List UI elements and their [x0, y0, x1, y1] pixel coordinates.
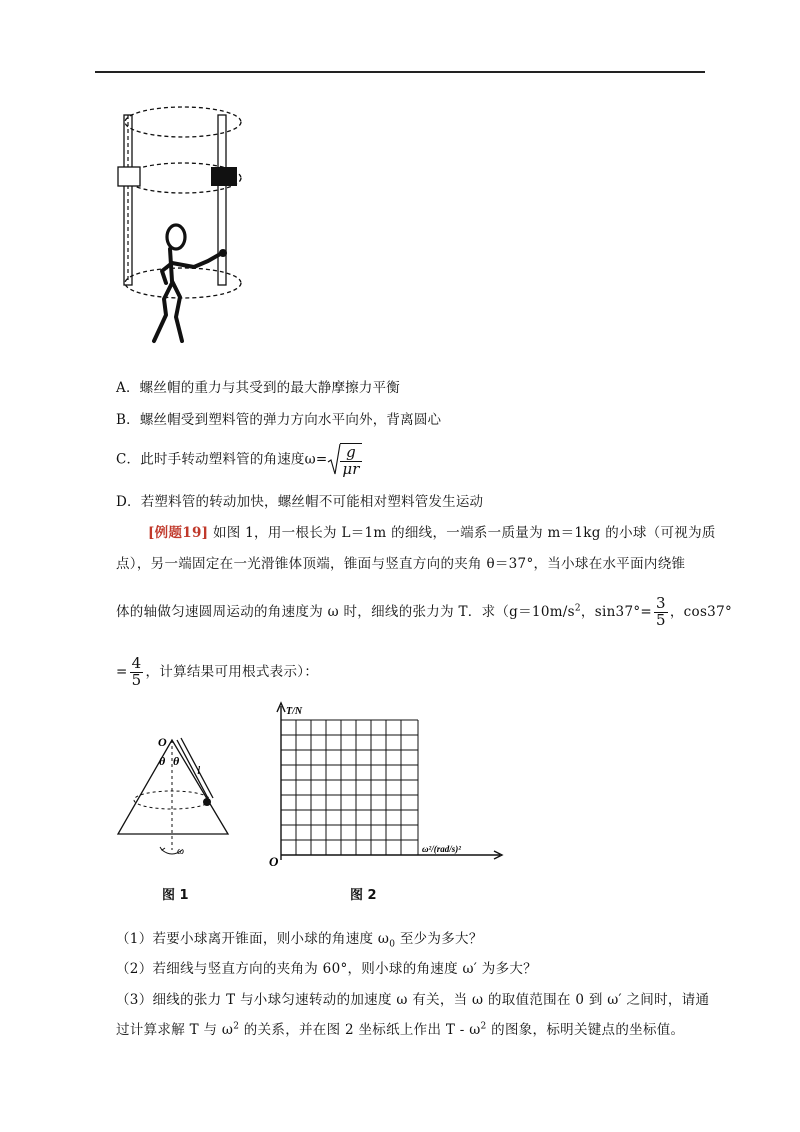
ball: [203, 798, 211, 806]
question-1: （1）若要小球离开锥面，则小球的角速度 $\omega_0$ 至少为多大？: [116, 931, 483, 950]
cos-fraction: $\frac{4}{5}$: [131, 654, 142, 689]
option-b: B．螺丝帽受到塑料管的弹力方向水平向外，背离圆心: [116, 412, 442, 428]
example-line-1: [148, 521, 716, 541]
stick-figure: [154, 225, 222, 341]
radical-sign-icon: [327, 442, 341, 478]
option-c: [116, 442, 364, 478]
header-rule: [95, 71, 705, 73]
sqrt-expression: [327, 442, 363, 478]
tube-rotation-figure: [110, 95, 250, 350]
example-line1-text: 如图 1，用一根长为 L＝1m 的细线，一端系一质量为 m＝1kg 的小球（可视为质: [212, 525, 716, 541]
example-line-4: = $\frac{4}{5}$ ，计算结果可用根式表示）：: [116, 654, 319, 689]
question-3-line-2: 过计算求解 T 与 $\omega^2$ 的关系，并在图 2 坐标纸上作出 T - $\omega^2$ 的图象，标明关键点的坐标值。: [116, 1021, 685, 1038]
option-a: A．螺丝帽的重力与其受到的最大静摩擦力平衡: [116, 380, 400, 396]
grid-figure: [268, 700, 508, 868]
example-line-3: 体的轴做匀速圆周运动的角速度为 ω 时，细线的张力为 T．求（$g=10m/s^2$，sin37°= $\frac{3}{5}$ ，cos37°: [116, 594, 733, 629]
figure-1-caption: 图 1: [162, 888, 189, 903]
label-l: l: [197, 763, 201, 777]
y-axis-label: T/N: [286, 706, 303, 717]
nut-right-filled: [211, 167, 237, 186]
label-theta-1: θ: [159, 754, 166, 768]
cone-figure: [110, 728, 240, 860]
question-2: （2）若细线与竖直方向的夹角为 60°，则小球的角速度 ω′ 为多大？: [116, 961, 537, 977]
label-omega: ω: [177, 846, 185, 857]
label-o: O: [158, 735, 167, 749]
figure-2-caption: 图 2: [350, 888, 377, 903]
question-3-line-1: （3）细线的张力 T 与小球匀速转动的加速度 ω 有关，当 ω 的取值范围在 0 到 ω′ 之间时，请通: [116, 992, 710, 1008]
label-theta-2: θ: [173, 754, 180, 768]
origin-label: O: [269, 854, 279, 868]
grid-lines: [281, 720, 418, 855]
sin-fraction: $\frac{3}{5}$: [656, 594, 666, 629]
example-tag: [例题19]: [148, 525, 209, 541]
option-d: D．若塑料管的转动加快，螺丝帽不可能相对塑料管发生运动: [116, 494, 484, 510]
option-c-text: C．此时手转动塑料管的角速度ω=: [116, 451, 328, 468]
nut-left-outline: [118, 167, 140, 186]
option-c-numerator: g: [340, 445, 361, 462]
x-axis-label: ω²/(rad/s)²: [422, 844, 461, 854]
option-c-denominator: μr: [342, 459, 360, 478]
example-line-2: 点），另一端固定在一光滑锥体顶端，锥面与竖直方向的夹角 θ＝37°，当小球在水平面内绕锥: [116, 556, 686, 572]
